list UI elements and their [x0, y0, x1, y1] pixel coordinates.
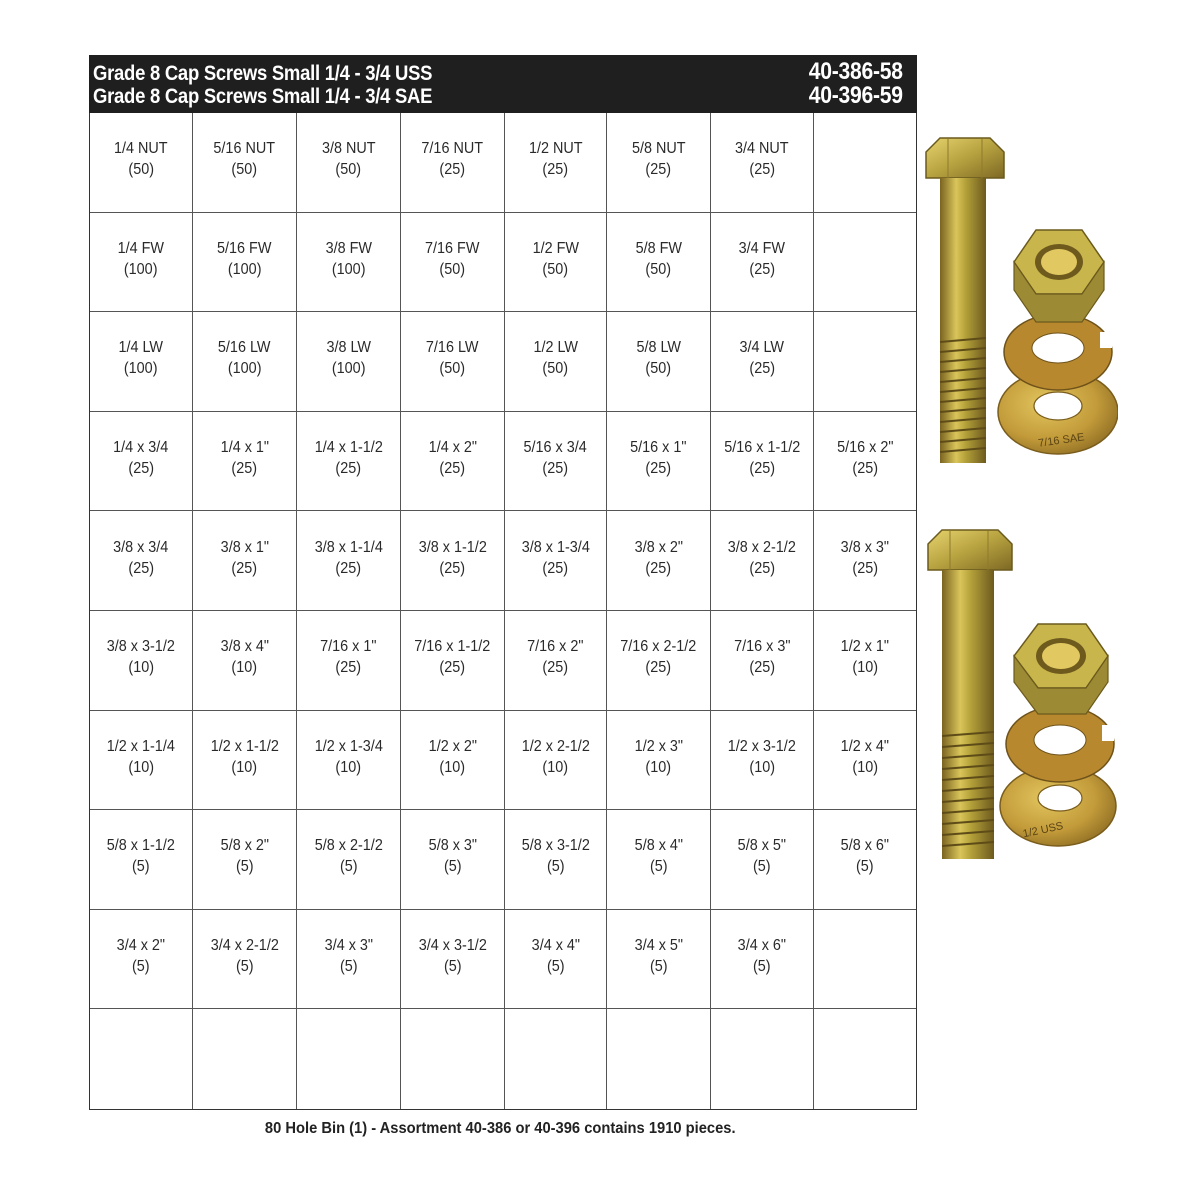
bin-cell [401, 910, 505, 1010]
bin-cell-quantity: (100) [331, 260, 366, 278]
bin-cell-size: 3/4 x 2" [116, 937, 166, 955]
part-number-uss: 40-386-58 [809, 58, 903, 85]
bin-cell-size: 3/8 x 1-3/4 [521, 538, 590, 556]
bin-cell [711, 511, 814, 611]
bin-cell-size: 1/4 NUT [114, 140, 168, 158]
bin-cell-size: 3/4 x 3-1/2 [418, 937, 487, 955]
bin-cell [505, 611, 607, 711]
bin-cell-quantity: (25) [852, 559, 878, 577]
bin-cell [90, 113, 193, 213]
bin-cell [90, 213, 193, 313]
bin-cell-size: 3/4 x 4" [531, 937, 580, 955]
bin-cell-size: 1/2 x 1-3/4 [314, 737, 383, 755]
bin-cell [90, 910, 193, 1010]
bin-cell [90, 1009, 193, 1109]
bin-cell [607, 910, 711, 1010]
bin-cell [814, 1009, 916, 1109]
bin-cell-quantity: (25) [335, 460, 362, 478]
bin-cell [814, 910, 916, 1010]
bin-cell-quantity: (25) [231, 460, 258, 478]
bin-cell-quantity: (25) [749, 161, 775, 179]
assortment-footer-note: 80 Hole Bin (1) - Assortment 40-386 or 40-396 contains 1910 pieces. [264, 1120, 736, 1137]
bin-cell-size: 5/8 x 5" [737, 837, 787, 855]
bin-compartment-grid [89, 113, 917, 1110]
bin-cell-size: 7/16 x 2" [527, 638, 584, 656]
bin-cell [193, 412, 297, 512]
bin-cell [814, 810, 916, 910]
bolt-thread [940, 335, 986, 463]
bin-cell-quantity: (5) [649, 858, 668, 876]
bin-cell-size: 3/4 x 2-1/2 [210, 937, 279, 955]
bin-cell-size: 1/2 x 2" [428, 737, 477, 755]
bin-cell-size: 1/2 x 1-1/4 [106, 737, 176, 755]
bin-cell [401, 511, 505, 611]
bin-cell-size: 5/8 LW [636, 339, 681, 357]
washer-stamp-uss: 1/2 USS [1021, 820, 1065, 841]
bin-cell [505, 511, 607, 611]
part-number-sae: 40-396-59 [809, 82, 903, 109]
bin-cell-size: 5/16 x 3/4 [523, 439, 588, 457]
bolt-nut-washer-photo-sae [918, 130, 1118, 470]
bin-cell-quantity: (25) [749, 659, 775, 677]
bin-cell [297, 213, 401, 313]
bin-cell [297, 611, 401, 711]
bin-cell-size: 5/16 x 1-1/2 [723, 439, 801, 457]
bin-cell-size: 5/8 FW [635, 239, 682, 257]
bin-cell-quantity: (50) [645, 360, 672, 378]
bin-cell-quantity: (25) [335, 659, 362, 677]
bin-cell-size: 3/8 x 3/4 [113, 538, 169, 556]
bin-cell-quantity: (25) [542, 161, 569, 179]
bin-cell [607, 412, 711, 512]
bin-cell-quantity: (25) [439, 161, 466, 179]
bin-cell-size: 1/2 x 2-1/2 [521, 737, 590, 755]
bin-cell [711, 711, 814, 811]
bin-cell-size: 1/4 x 1" [220, 439, 269, 457]
bin-cell-size: 3/8 NUT [321, 140, 376, 158]
bin-cell [505, 412, 607, 512]
bin-cell [607, 113, 711, 213]
bin-cell-size: 5/8 x 3-1/2 [521, 837, 590, 855]
bin-cell-size: 3/8 x 1" [220, 538, 269, 556]
bin-cell-quantity: (50) [335, 161, 362, 179]
bin-cell-quantity: (50) [231, 161, 258, 179]
bin-cell-quantity: (25) [749, 460, 775, 478]
bin-cell-quantity: (5) [339, 858, 358, 876]
bin-cell [297, 1009, 401, 1109]
bin-cell-quantity: (5) [649, 958, 668, 976]
bin-cell-size: 3/4 x 3" [324, 937, 373, 955]
bin-cell-quantity: (100) [124, 360, 158, 378]
bin-cell-quantity: (100) [331, 360, 366, 378]
bin-cell-quantity: (25) [439, 460, 466, 478]
bin-cell-size: 1/4 x 1-1/2 [314, 439, 383, 457]
bin-cell-quantity: (5) [856, 858, 874, 876]
bin-cell-quantity: (25) [852, 460, 878, 478]
bin-cell [90, 810, 193, 910]
bin-cell-quantity: (5) [235, 958, 254, 976]
bin-cell-quantity: (50) [439, 260, 466, 278]
bin-cell [505, 113, 607, 213]
bin-cell [90, 611, 193, 711]
bin-cell-quantity: (10) [542, 758, 569, 776]
bin-cell-size: 1/4 FW [117, 239, 165, 257]
bin-cell-size: 3/8 FW [325, 239, 372, 257]
bin-cell [297, 312, 401, 412]
bin-cell-quantity: (100) [227, 260, 262, 278]
bin-cell [711, 1009, 814, 1109]
bin-cell [297, 113, 401, 213]
bin-cell-size: 3/4 FW [738, 239, 786, 257]
bin-cell [711, 611, 814, 711]
bin-cell-quantity: (5) [339, 958, 358, 976]
bin-cell [193, 113, 297, 213]
bin-cell-quantity: (10) [852, 758, 878, 776]
bin-cell-size: 3/4 x 5" [634, 937, 683, 955]
bin-cell-size: 1/2 x 4" [840, 737, 890, 755]
bin-cell-quantity: (50) [439, 360, 466, 378]
bin-cell [607, 213, 711, 313]
bin-cell-quantity: (25) [128, 559, 154, 577]
bin-cell [505, 312, 607, 412]
title-sae: Grade 8 Cap Screws Small 1/4 - 3/4 SAE [93, 85, 433, 108]
bin-cell [401, 113, 505, 213]
bin-cell [607, 1009, 711, 1109]
bin-cell [401, 312, 505, 412]
bin-cell [505, 1009, 607, 1109]
bin-cell [90, 312, 193, 412]
bin-cell-quantity: (10) [128, 758, 154, 776]
bin-cell-quantity: (25) [749, 360, 775, 378]
bin-cell [401, 711, 505, 811]
bin-cell [711, 113, 814, 213]
bin-cell-size: 5/16 FW [217, 239, 272, 257]
bin-cell-quantity: (25) [439, 559, 466, 577]
bin-cell-size: 1/4 x 2" [428, 439, 477, 457]
bin-cell-size: 1/2 NUT [528, 140, 583, 158]
bin-cell [607, 711, 711, 811]
bin-cell-size: 1/2 FW [532, 239, 579, 257]
bin-cell-size: 1/2 x 3" [634, 737, 683, 755]
bin-cell [297, 711, 401, 811]
bin-cell-quantity: (5) [443, 958, 462, 976]
bin-cell [505, 810, 607, 910]
bin-cell [90, 412, 193, 512]
bin-cell-size: 5/8 x 2-1/2 [314, 837, 383, 855]
bin-cell-size: 3/8 x 1-1/2 [418, 538, 487, 556]
bin-cell-quantity: (10) [439, 758, 466, 776]
bin-cell-quantity: (50) [645, 260, 672, 278]
bin-cell-size: 1/4 LW [118, 339, 164, 357]
bin-cell [401, 810, 505, 910]
title-uss: Grade 8 Cap Screws Small 1/4 - 3/4 USS [93, 62, 433, 85]
bin-cell-quantity: (5) [753, 958, 771, 976]
bin-cell-size: 3/4 LW [739, 339, 785, 357]
bin-cell-size: 7/16 x 3" [733, 638, 791, 656]
bin-cell-quantity: (5) [132, 958, 150, 976]
bin-cell-quantity: (10) [231, 758, 258, 776]
bin-cell-quantity: (25) [645, 460, 672, 478]
bin-cell [814, 312, 916, 412]
bin-cell-quantity: (5) [443, 858, 462, 876]
bin-cell [193, 711, 297, 811]
bin-cell-quantity: (50) [542, 360, 569, 378]
bin-cell-size: 5/8 x 2" [220, 837, 269, 855]
bin-cell [193, 910, 297, 1010]
bin-cell-size: 3/8 LW [326, 339, 371, 357]
bin-cell-size: 5/16 LW [218, 339, 271, 357]
bin-cell-quantity: (25) [749, 260, 775, 278]
bin-cell [401, 412, 505, 512]
bin-cell-size: 7/16 NUT [421, 140, 484, 158]
bin-cell-size: 7/16 x 2-1/2 [620, 638, 697, 656]
bin-cell [193, 511, 297, 611]
bin-cell [814, 213, 916, 313]
bin-cell [814, 412, 916, 512]
bin-cell-quantity: (5) [753, 858, 771, 876]
bin-cell [401, 1009, 505, 1109]
bin-cell-size: 1/2 x 1-1/2 [210, 737, 279, 755]
bin-cell-quantity: (25) [335, 559, 362, 577]
bin-cell-size: 1/2 x 3-1/2 [727, 737, 797, 755]
bin-cell-size: 1/4 x 3/4 [113, 439, 169, 457]
bin-cell [297, 412, 401, 512]
bin-cell [90, 711, 193, 811]
bin-cell [607, 810, 711, 910]
bin-cell-quantity: (10) [231, 659, 258, 677]
bin-cell-size: 3/8 x 3-1/2 [106, 638, 176, 656]
bin-cell-size: 7/16 x 1" [320, 638, 377, 656]
bin-cell-quantity: (100) [227, 360, 262, 378]
bin-cell-size: 3/8 x 3" [840, 538, 890, 556]
bin-cell-quantity: (25) [439, 659, 466, 677]
bin-cell-size: 5/16 x 1" [630, 439, 687, 457]
bin-cell [505, 910, 607, 1010]
bin-cell-quantity: (25) [128, 460, 154, 478]
bin-cell [607, 611, 711, 711]
bin-cell-quantity: (25) [231, 559, 258, 577]
bin-cell-quantity: (5) [546, 858, 565, 876]
bin-cell-size: 1/2 LW [533, 339, 578, 357]
bin-cell-size: 5/16 NUT [213, 140, 276, 158]
bin-cell-size: 5/8 x 1-1/2 [106, 837, 176, 855]
bin-cell-size: 3/4 x 6" [737, 937, 787, 955]
bin-cell-quantity: (25) [542, 460, 569, 478]
bin-cell-size: 3/8 x 2-1/2 [727, 538, 797, 556]
bin-cell-size: 3/8 x 1-1/4 [314, 538, 383, 556]
bin-cell-size: 1/2 x 1" [840, 638, 890, 656]
bin-cell-quantity: (50) [542, 260, 569, 278]
bin-cell-quantity: (100) [124, 260, 158, 278]
bin-cell [607, 312, 711, 412]
bin-cell-quantity: (10) [749, 758, 775, 776]
bin-cell [193, 611, 297, 711]
bin-cell-quantity: (25) [542, 659, 569, 677]
bin-cell [814, 511, 916, 611]
bin-cell-size: 5/16 x 2" [836, 439, 894, 457]
bin-cell [505, 711, 607, 811]
bin-cell-quantity: (10) [335, 758, 362, 776]
bin-cell-size: 3/4 NUT [735, 140, 789, 158]
bin-cell-quantity: (25) [749, 559, 775, 577]
bin-cell-size: 3/8 x 4" [220, 638, 269, 656]
bin-cell-size: 5/8 x 4" [634, 837, 683, 855]
assortment-header [89, 55, 917, 113]
bin-cell-quantity: (25) [645, 559, 672, 577]
bin-cell-size: 3/8 x 2" [634, 538, 683, 556]
bin-cell [814, 711, 916, 811]
bin-cell-quantity: (10) [852, 659, 878, 677]
bin-cell [193, 312, 297, 412]
bin-cell [297, 511, 401, 611]
bin-cell [297, 910, 401, 1010]
bin-cell-quantity: (25) [645, 659, 672, 677]
bolt-thread [942, 729, 994, 859]
bin-cell-size: 7/16 x 1-1/2 [414, 638, 491, 656]
bin-cell-quantity: (5) [235, 858, 254, 876]
bin-cell-size: 5/8 x 3" [428, 837, 477, 855]
bin-cell-quantity: (25) [542, 559, 569, 577]
bin-cell [193, 810, 297, 910]
bin-cell [505, 213, 607, 313]
bin-cell [297, 810, 401, 910]
bin-cell [711, 213, 814, 313]
bin-cell-quantity: (5) [132, 858, 150, 876]
bolt-nut-washer-photo-uss [918, 522, 1118, 862]
washer-stamp-sae: 7/16 SAE [1037, 431, 1086, 450]
bin-cell-size: 5/8 NUT [631, 140, 686, 158]
bin-cell-size: 5/8 x 6" [840, 837, 890, 855]
bin-cell-quantity: (50) [128, 161, 154, 179]
bin-cell-quantity: (10) [128, 659, 154, 677]
bin-cell-size: 7/16 FW [425, 239, 480, 257]
bin-cell-quantity: (25) [645, 161, 672, 179]
bin-cell [90, 511, 193, 611]
bin-cell-quantity: (10) [645, 758, 672, 776]
bin-cell [711, 810, 814, 910]
bin-cell [711, 312, 814, 412]
bin-cell-size: 7/16 LW [426, 339, 479, 357]
bin-cell [607, 511, 711, 611]
bin-cell [711, 412, 814, 512]
bin-cell [401, 213, 505, 313]
bin-cell-quantity: (5) [546, 958, 565, 976]
bin-cell [193, 1009, 297, 1109]
bin-cell [711, 910, 814, 1010]
bin-cell [401, 611, 505, 711]
bin-cell [193, 213, 297, 313]
bin-cell [814, 113, 916, 213]
bin-cell [814, 611, 916, 711]
